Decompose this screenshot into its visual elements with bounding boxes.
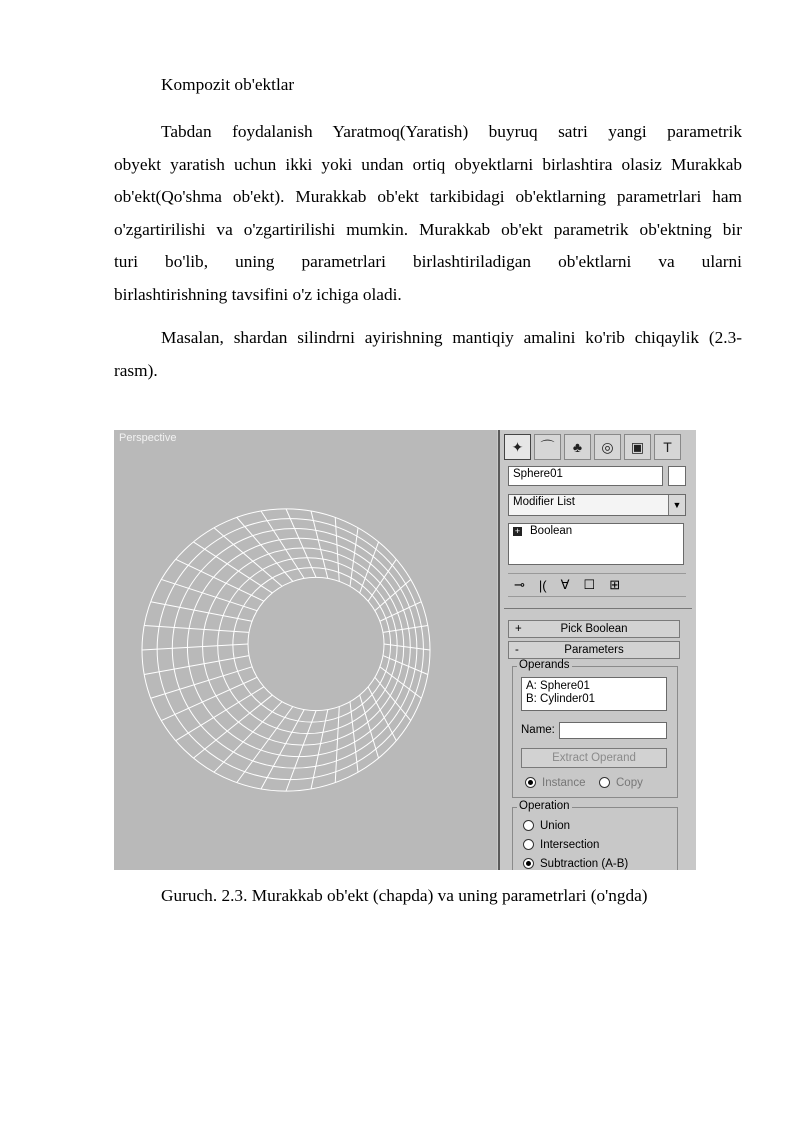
wire-ring <box>172 528 417 768</box>
wire-ring <box>187 538 410 756</box>
utilities-tab-icon[interactable]: T <box>654 434 681 460</box>
copy-option[interactable] <box>599 777 643 789</box>
stack-item-boolean[interactable]: Boolean <box>530 525 573 537</box>
wire-spoke <box>161 677 257 720</box>
make-unique-icon[interactable]: ∀ <box>560 577 570 592</box>
wire-spoke <box>144 656 249 675</box>
operation-group <box>512 800 678 870</box>
modify-tab-icon[interactable]: ⌒ <box>534 434 561 460</box>
remove-modifier-icon[interactable]: ☐ <box>583 577 596 592</box>
instance-option[interactable] <box>525 777 585 789</box>
wire-spoke <box>151 667 252 698</box>
viewport-label: Perspective <box>119 432 177 444</box>
wire-spoke <box>261 710 304 789</box>
command-tabs <box>504 434 681 460</box>
op-subtraction-option[interactable] <box>523 858 628 870</box>
wire-ring <box>218 558 397 734</box>
torus-wireframe <box>114 430 497 870</box>
display-tab-icon[interactable]: ▣ <box>624 434 651 460</box>
wire-spoke <box>237 707 293 783</box>
object-name-field[interactable]: Sphere01 <box>508 466 663 486</box>
wire-spoke <box>214 702 282 773</box>
name-label: Name: <box>521 724 555 736</box>
command-panel <box>498 430 696 870</box>
para1-line3: ob'ekt(Qo'shma ob'ekt). Murakkab ob'ekt tarkibidagi ob'ektlarning parametrlari ham <box>114 187 742 206</box>
radio-icon[interactable] <box>523 839 534 850</box>
figure-screenshot <box>114 430 694 870</box>
wire-spoke <box>350 528 358 587</box>
create-tab-icon[interactable]: ✦ <box>504 434 531 460</box>
wire-spoke <box>151 602 252 621</box>
radio-icon[interactable] <box>523 858 534 869</box>
op-union-option[interactable] <box>523 820 570 832</box>
modifier-stack[interactable] <box>508 523 684 565</box>
pick-boolean-rollout[interactable] <box>508 620 680 638</box>
figure-caption: Guruch. 2.3. Murakkab ob'ekt (chapda) va uning parametrlari (o'ngda) <box>161 886 648 905</box>
op-intersection-label: Intersection <box>540 839 600 851</box>
wire-spoke <box>383 625 428 632</box>
para1-line1: Tabdan foydalanish Yaratmoq(Yaratish) buyruq satri yangi parametrik <box>161 122 742 141</box>
para1-line6: birlashtirishning tavsifini o'z ichiga oladi. <box>114 284 402 304</box>
perspective-viewport[interactable] <box>114 430 497 870</box>
hierarchy-tab-icon[interactable]: ♣ <box>564 434 591 460</box>
extract-operand-button[interactable]: Extract Operand <box>521 748 667 768</box>
op-union-label: Union <box>540 820 571 832</box>
wire-spoke <box>144 625 249 632</box>
copy-label: Copy <box>616 777 643 789</box>
wire-spoke <box>350 702 358 773</box>
rollout-minus-sign: - <box>515 644 519 656</box>
op-subtraction-label: Subtraction (A-B) <box>540 858 629 870</box>
para2-line1: Masalan, shardan silindrni ayirishning mantiqiy amalini ko'rib chiqaylik (2.3- <box>161 328 742 347</box>
para2-line2: rasm). <box>114 360 158 380</box>
wire-ring <box>248 577 384 710</box>
divider <box>504 608 692 609</box>
pick-boolean-label: Pick Boolean <box>560 623 628 635</box>
modifier-list-dropdown[interactable] <box>508 494 686 516</box>
instance-label: Instance <box>542 777 586 789</box>
wire-spoke <box>176 559 264 601</box>
radio-icon[interactable] <box>525 777 536 788</box>
wire-spoke <box>261 511 304 578</box>
parameters-label: Parameters <box>564 644 624 656</box>
operand-name-input[interactable] <box>559 722 667 739</box>
wire-spoke <box>193 695 272 758</box>
operation-title: Operation <box>519 800 570 812</box>
radio-icon[interactable] <box>523 820 534 831</box>
operands-title: Operands <box>519 659 570 671</box>
para1-line5: turi bo'lib, uning parametrlari birlashtiriladigan ob'ektlarni va ularni <box>114 252 742 271</box>
radio-icon[interactable] <box>599 777 610 788</box>
op-intersection-option[interactable] <box>523 839 599 851</box>
operands-list[interactable] <box>521 677 667 711</box>
section-heading: Kompozit ob'ektlar <box>161 75 295 94</box>
operand-b[interactable]: B: Cylinder01 <box>526 693 596 705</box>
para1-line2: obyekt yaratish uchun ikki yoki undan ortiq obyektlarni birlashtira olasiz Murakkab <box>114 154 742 174</box>
chevron-down-icon[interactable]: ▼ <box>668 495 685 515</box>
motion-tab-icon[interactable]: ◎ <box>594 434 621 460</box>
operand-a[interactable]: A: Sphere01 <box>526 680 590 692</box>
wire-ring <box>233 568 391 723</box>
object-color-swatch[interactable] <box>668 466 686 486</box>
expand-plus-icon[interactable]: + <box>514 526 521 536</box>
configure-sets-icon[interactable]: ⊞ <box>609 577 621 592</box>
rollout-plus-sign: + <box>515 623 522 635</box>
show-end-result-icon[interactable]: |( <box>538 577 547 593</box>
pin-stack-icon[interactable]: ⊸ <box>514 577 525 592</box>
wire-spoke <box>142 644 248 650</box>
parameters-rollout[interactable] <box>508 641 680 659</box>
stack-toolbar <box>508 573 686 597</box>
operands-group <box>512 659 678 798</box>
modifier-list-label: Modifier List <box>513 496 575 508</box>
wire-ring <box>142 509 430 791</box>
wire-spoke <box>380 602 421 621</box>
wire-spoke <box>383 656 428 675</box>
para1-line4: o'zgartirilishi va o'zgartirilishi mumkin. Murakkab ob'ekt parametrik ob'ektning bir <box>114 219 742 239</box>
